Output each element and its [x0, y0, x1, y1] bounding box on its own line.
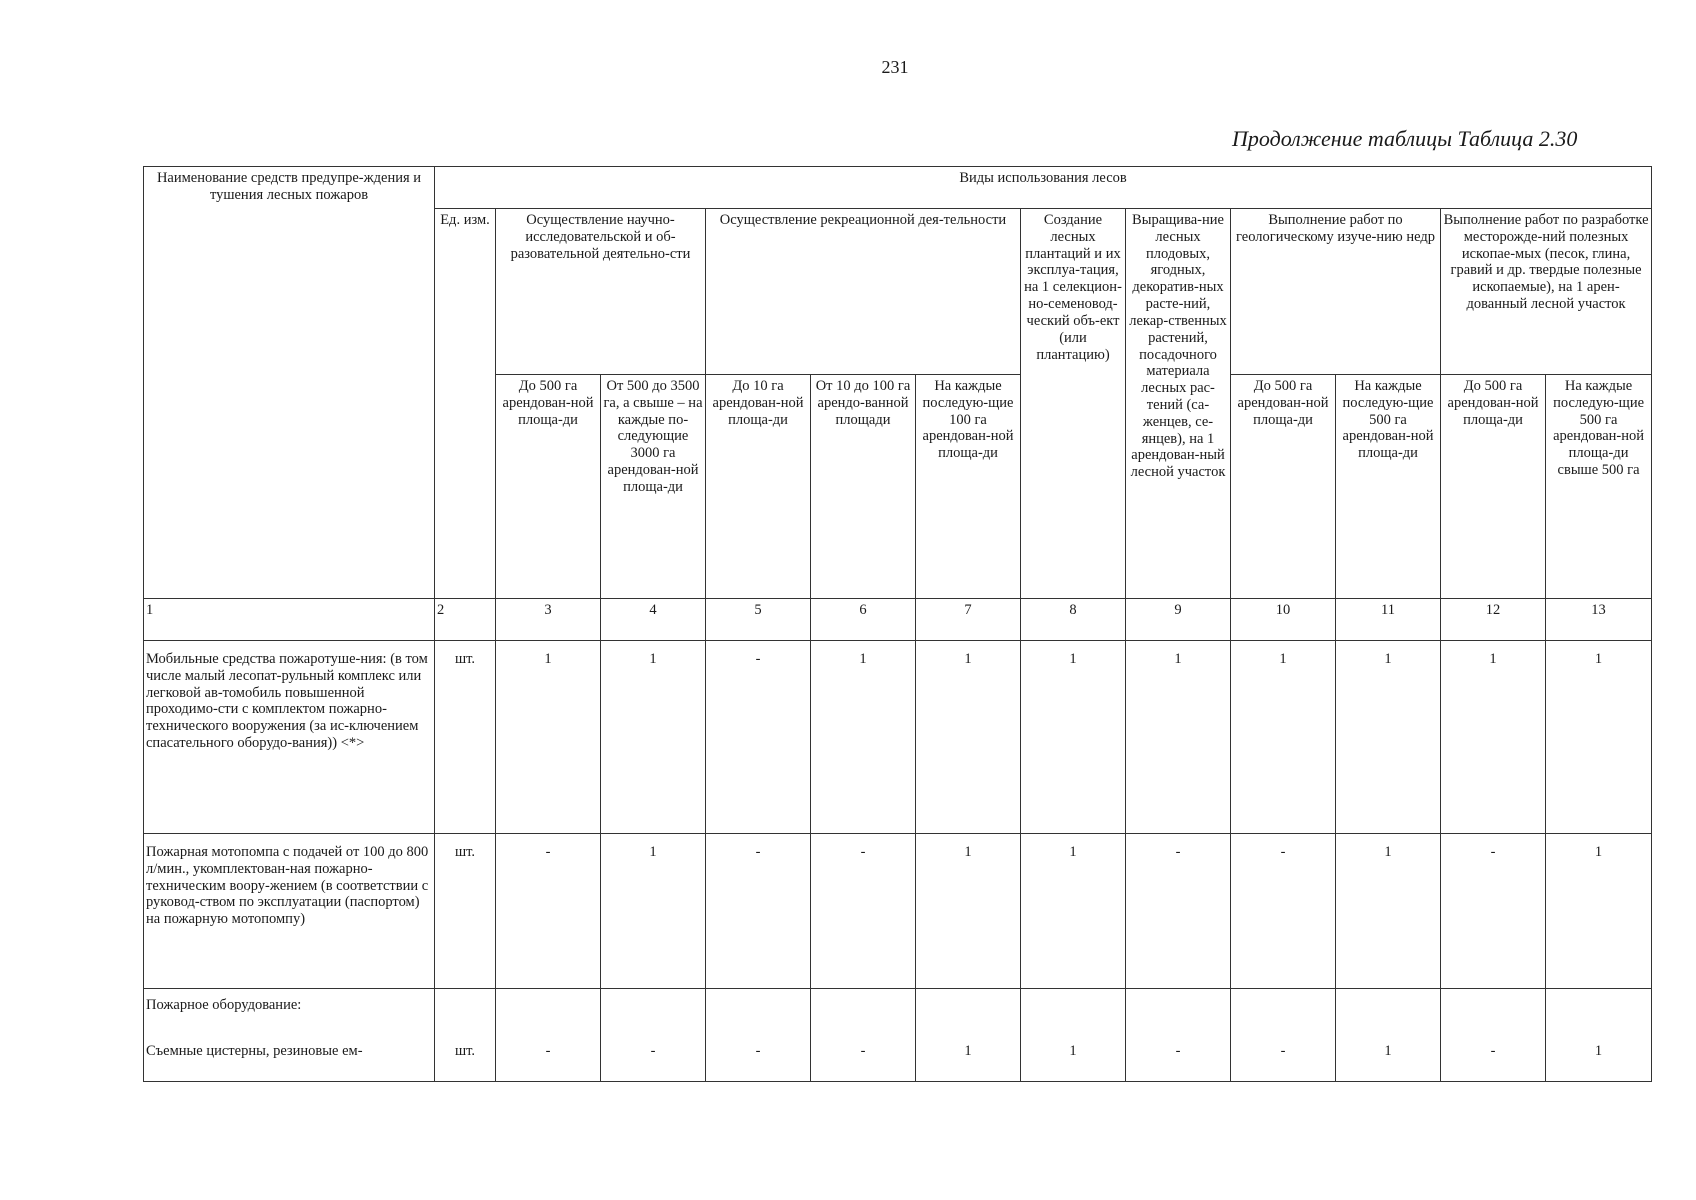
row-value: 1 — [1546, 1035, 1652, 1082]
column-numbers-row — [144, 599, 1652, 641]
row-value — [1336, 989, 1441, 1036]
column-number: 7 — [916, 599, 1021, 641]
row-value: 1 — [916, 834, 1021, 989]
header-group-geology: Выполнение работ по геологическому изуче-нию недр — [1231, 209, 1441, 375]
row-unit: шт. — [435, 1035, 496, 1082]
row-value: - — [1441, 1035, 1546, 1082]
row-name: Пожарное оборудование: — [144, 989, 435, 1036]
row-value — [1231, 989, 1336, 1036]
row-value: - — [1231, 1035, 1336, 1082]
row-unit — [435, 989, 496, 1036]
header-sub-6: От 10 до 100 га арендо-ванной площади — [811, 375, 916, 599]
row-value: - — [496, 834, 601, 989]
header-sub-12: До 500 га арендован-ной площа-ди — [1441, 375, 1546, 599]
row-value — [1126, 989, 1231, 1036]
row-value: 1 — [601, 641, 706, 834]
row-value: 1 — [1336, 834, 1441, 989]
column-number: 4 — [601, 599, 706, 641]
row-value: 1 — [1441, 641, 1546, 834]
row-value: - — [1126, 834, 1231, 989]
row-value: - — [706, 834, 811, 989]
header-group-recreation: Осуществление рекреационной дея-тельности — [706, 209, 1021, 375]
row-value: 1 — [1336, 1035, 1441, 1082]
table-continuation-caption: Продолжение таблицы Таблица 2.30 — [1232, 126, 1578, 151]
row-value: - — [706, 641, 811, 834]
column-number: 10 — [1231, 599, 1336, 641]
table-row — [144, 1035, 1652, 1082]
header-sub-7: На каждые последую-щие 100 га арендован-ной площа-ди — [916, 375, 1021, 599]
column-number: 13 — [1546, 599, 1652, 641]
column-number: 12 — [1441, 599, 1546, 641]
row-value: - — [1441, 834, 1546, 989]
table-row — [144, 641, 1652, 834]
header-group-research: Осуществление научно-исследовательской и об-разовательной деятельно-сти — [496, 209, 706, 375]
column-number: 2 — [435, 599, 496, 641]
row-name: Пожарная мотопомпа с подачей от 100 до 800 л/мин., укомплектован-ная пожарно-техническим воору-жением (в соответствии с руковод-ством по эксплуатации (паспортом) на пожарную мотопомпу) — [144, 834, 435, 989]
fire-equipment-table — [143, 166, 1652, 1082]
header-group-cultivation: Выращива-ние лесных плодовых, ягодных, декоратив-ных расте-ний, лекар-ственных растений, посадочного материала лесных рас-тений (са-женцев, се-янцев), на 1 арендован-ный лесной участок — [1126, 209, 1231, 599]
row-value — [1021, 989, 1126, 1036]
row-name: Мобильные средства пожаротуше-ния: (в том числе малый лесопат-рульный комплекс или легковой ав-томобиль повышенной проходимо-сти с комплектом пожарно-технического вооружения (за ис-ключением спасательного оборудо-вания)) <*> — [144, 641, 435, 834]
row-value: 1 — [601, 834, 706, 989]
row-value: 1 — [1021, 1035, 1126, 1082]
row-value — [706, 989, 811, 1036]
row-value: 1 — [1231, 641, 1336, 834]
row-value — [601, 989, 706, 1036]
header-types-of-use: Виды использования лесов — [435, 167, 1652, 209]
column-number: 3 — [496, 599, 601, 641]
row-value: 1 — [916, 1035, 1021, 1082]
table-row — [144, 834, 1652, 989]
header-unit: Ед. изм. — [435, 209, 496, 599]
row-unit: шт. — [435, 641, 496, 834]
header-sub-4: От 500 до 3500 га, а свыше – на каждые по-следующие 3000 га арендован-ной площа-ди — [601, 375, 706, 599]
row-value — [916, 989, 1021, 1036]
row-value: - — [601, 1035, 706, 1082]
row-value — [496, 989, 601, 1036]
header-group-mining: Выполнение работ по разработке месторожде-ний полезных ископае-мых (песок, глина, гравий и др. твердые полезные ископаемые), на 1 арен-дованный лесной участок — [1441, 209, 1652, 375]
header-sub-10: До 500 га арендован-ной площа-ди — [1231, 375, 1336, 599]
column-number: 11 — [1336, 599, 1441, 641]
row-value: 1 — [916, 641, 1021, 834]
row-value: - — [811, 834, 916, 989]
row-unit: шт. — [435, 834, 496, 989]
row-value: 1 — [1546, 834, 1652, 989]
column-number: 8 — [1021, 599, 1126, 641]
row-value: - — [1126, 1035, 1231, 1082]
column-number: 9 — [1126, 599, 1231, 641]
row-value: 1 — [1126, 641, 1231, 834]
row-value — [811, 989, 916, 1036]
header-sub-3: До 500 га арендован-ной площа-ди — [496, 375, 601, 599]
page-number: 231 — [881, 57, 909, 77]
row-value: - — [1231, 834, 1336, 989]
column-number: 6 — [811, 599, 916, 641]
row-value: 1 — [1021, 834, 1126, 989]
column-number: 5 — [706, 599, 811, 641]
header-sub-11: На каждые последую-щие 500 га арендован-ной площа-ди — [1336, 375, 1441, 599]
header-sub-5: До 10 га арендован-ной площа-ди — [706, 375, 811, 599]
header-group-plantations: Создание лесных плантаций и их эксплуа-тация, на 1 селекцион-но-семеновод-ческий объ-ект (или плантацию) — [1021, 209, 1126, 599]
row-value: 1 — [1336, 641, 1441, 834]
table-row — [144, 989, 1652, 1036]
row-value: - — [811, 1035, 916, 1082]
row-value: 1 — [496, 641, 601, 834]
row-value — [1546, 989, 1652, 1036]
header-name-cell: Наименование средств предупре-ждения и тушения лесных пожаров — [144, 167, 435, 599]
column-number: 1 — [144, 599, 435, 641]
row-value: - — [706, 1035, 811, 1082]
row-value: - — [496, 1035, 601, 1082]
row-value: 1 — [1021, 641, 1126, 834]
row-value: 1 — [811, 641, 916, 834]
row-name: Съемные цистерны, резиновые ем- — [144, 1035, 435, 1082]
row-value: 1 — [1546, 641, 1652, 834]
row-value — [1441, 989, 1546, 1036]
header-sub-13: На каждые последую-щие 500 га арендован-ной площа-ди свыше 500 га — [1546, 375, 1652, 599]
